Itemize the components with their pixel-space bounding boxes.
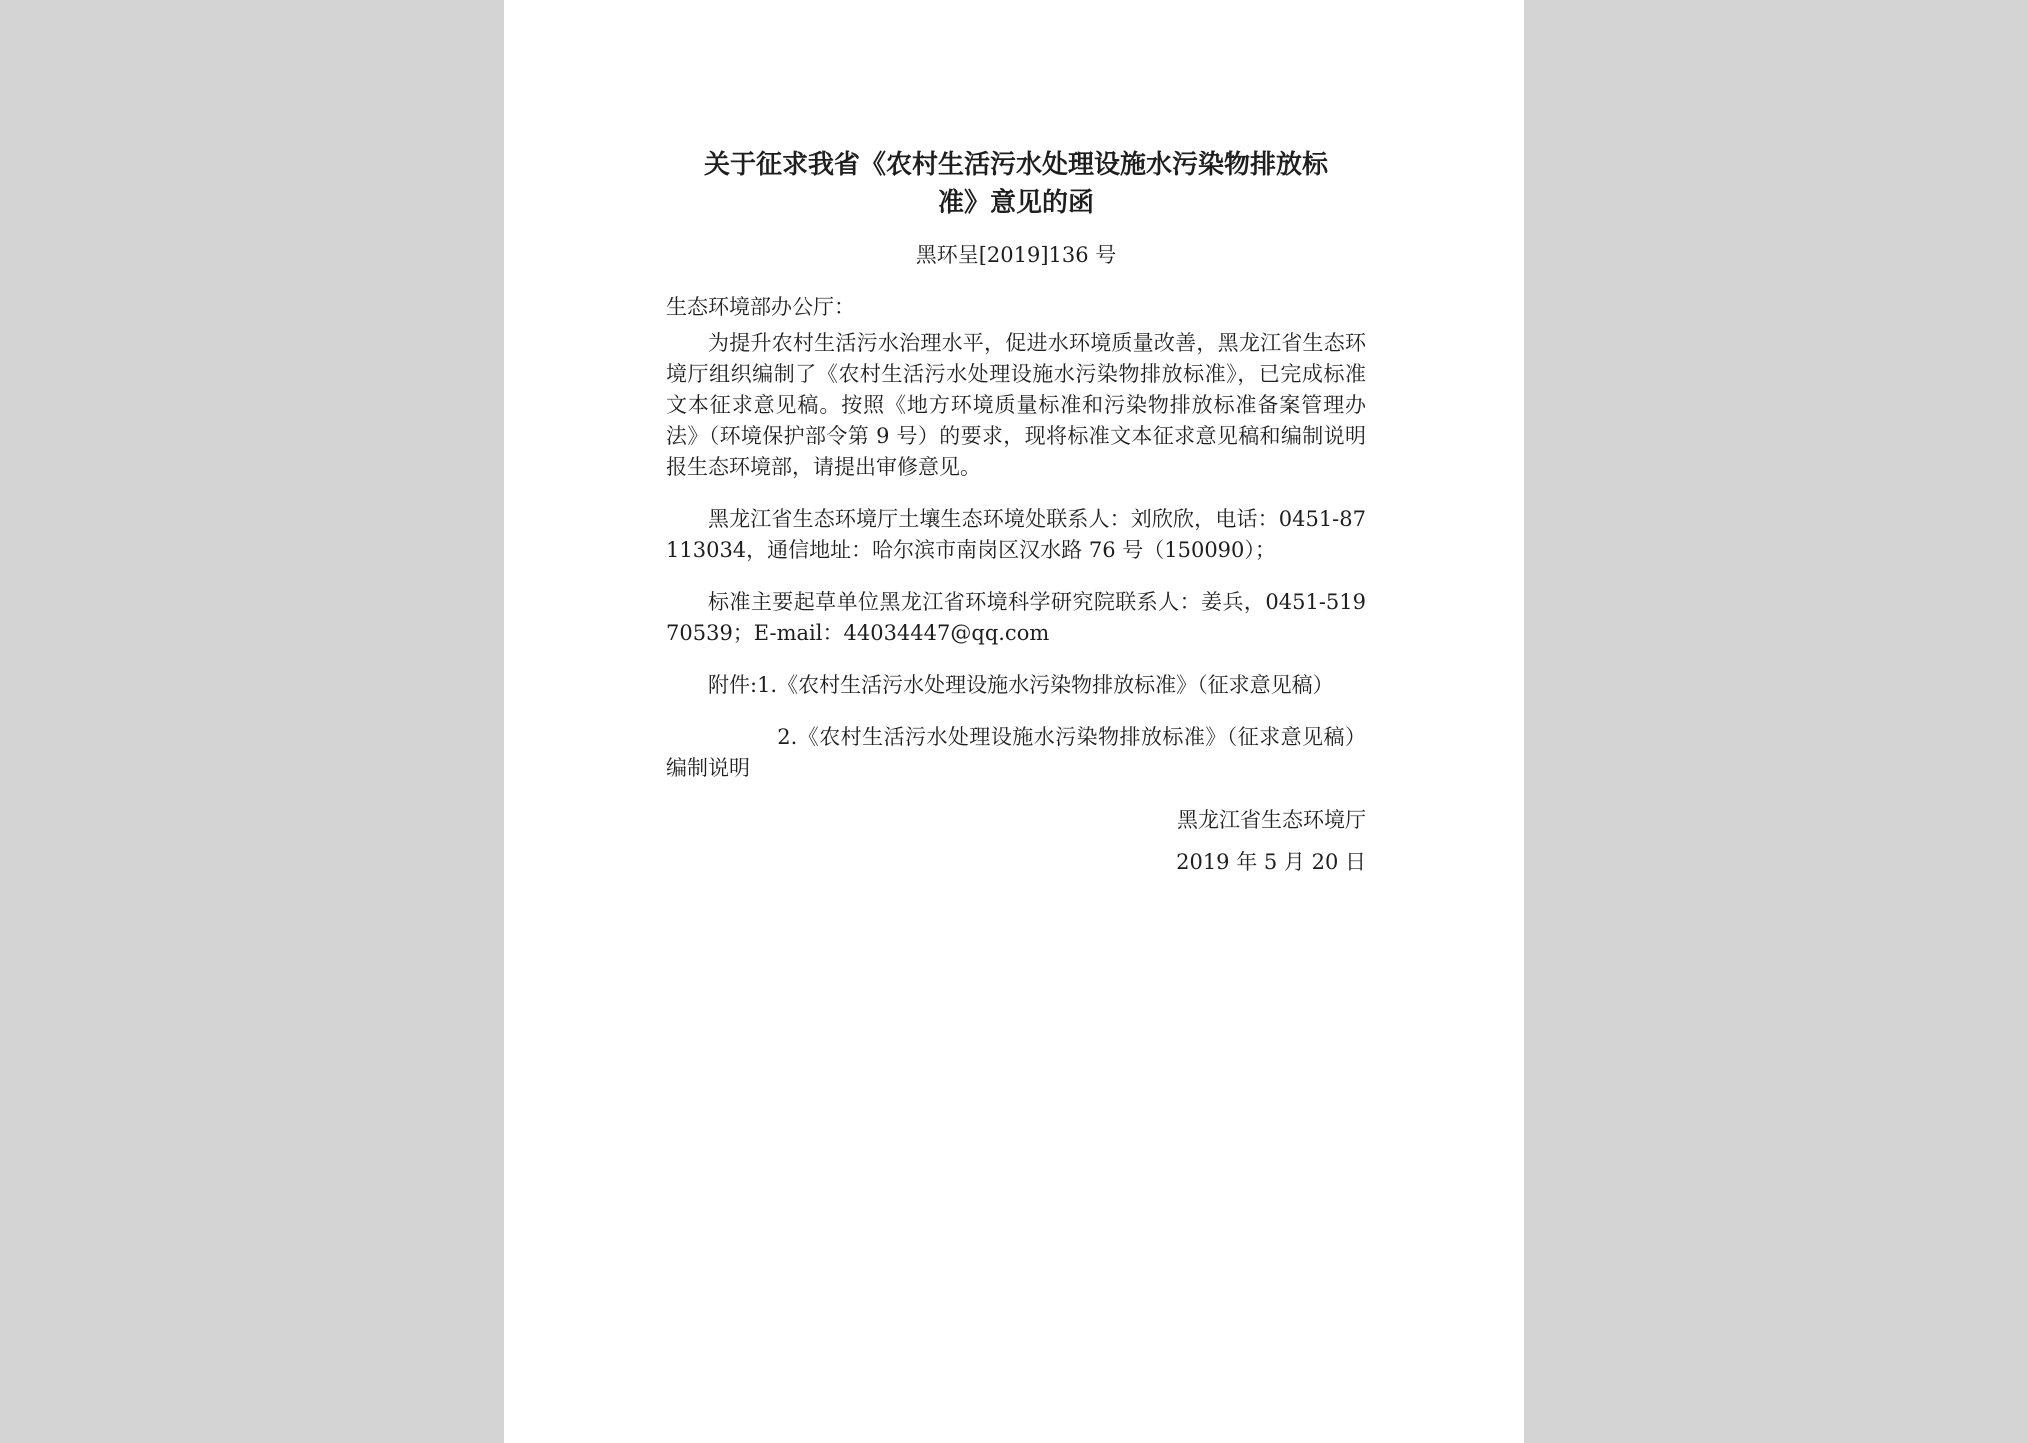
document-page	[504, 0, 1524, 1443]
document-title	[666, 146, 1366, 222]
title-line-2: 准》意见的函	[937, 188, 1094, 218]
document-number: 黑环呈[2019]136 号	[915, 243, 1117, 267]
paragraph-contact-drafter: 标准主要起草单位黑龙江省环境科学研究院联系人：姜兵，0451-51970539；E-mail：44034447@qq.com	[666, 590, 1366, 645]
signer: 黑龙江省生态环境厅	[1177, 808, 1366, 832]
title-line-1: 关于征求我省《农村生活污水处理设施水污染物排放标	[703, 150, 1328, 180]
paragraph-contact-department: 黑龙江省生态环境厅土壤生态环境处联系人：刘欣欣，电话：0451-87113034，通信地址：哈尔滨市南岗区汉水路 76 号（150090）；	[666, 507, 1366, 562]
attachment-2: 2.《农村生活污水处理设施水污染物排放标准》（征求意见稿）编制说明	[666, 725, 1366, 780]
document-date: 2019 年 5 月 20 日	[1176, 850, 1366, 874]
paragraph-purpose: 为提升农村生活污水治理水平，促进水环境质量改善，黑龙江省生态环境厅组织编制了《农村生活污水处理设施水污染物排放标准》，已完成标准文本征求意见稿。按照《地方环境质量标准和污染物排放标准备案管理办法》（环境保护部令第 9 号）的要求，现将标准文本征求意见稿和编制说明报生态环境部，请提出审修意见。	[666, 331, 1366, 479]
recipient: 生态环境部办公厅：	[666, 295, 855, 319]
attachment-1: 附件:1.《农村生活污水处理设施水污染物排放标准》（征求意见稿）	[708, 673, 1334, 697]
document-body	[666, 146, 1366, 877]
